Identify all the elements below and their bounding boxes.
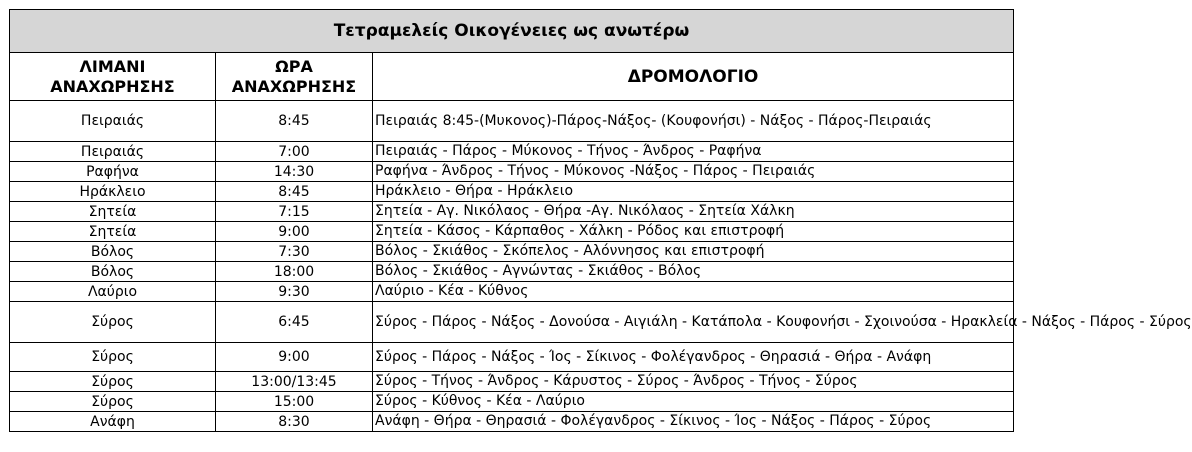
route-cell: Σύρος - Πάρος - Νάξος - Δονούσα - Αιγιάλη - Κατάπολα - Κουφονήσι - Σχοινούσα - Ηρακλεία - Νάξος - Πάρος - Σύρος	[373, 302, 1014, 343]
port-cell: Ηράκλειο	[10, 182, 216, 202]
table-row	[10, 101, 1014, 142]
table-title: Τετραμελείς Οικογένειες ως ανωτέρω	[10, 10, 1014, 53]
time-cell: 7:00	[216, 142, 373, 162]
route-cell: Σητεία - Κάσος - Κάρπαθος - Χάλκη - Ρόδος και επιστροφή	[373, 222, 1014, 242]
route-cell: Σύρος - Τήνος - Άνδρος - Κάρυστος - Σύρος - Άνδρος - Τήνος - Σύρος	[373, 372, 1014, 392]
time-cell: 7:15	[216, 202, 373, 222]
table-row	[10, 142, 1014, 162]
table-row	[10, 282, 1014, 302]
route-cell: Ανάφη - Θήρα - Θηρασιά - Φολέγανδρος - Σίκινος - Ίος - Νάξος - Πάρος - Σύρος	[373, 412, 1014, 432]
time-cell: 6:45	[216, 302, 373, 343]
route-cell: Βόλος - Σκιάθος - Αγνώντας - Σκιάθος - Βόλος	[373, 262, 1014, 282]
route-cell: Λαύριο - Κέα - Κύθνος	[373, 282, 1014, 302]
table-row	[10, 202, 1014, 222]
port-header-line1: ΛΙΜΑΝΙ	[79, 56, 146, 76]
time-cell: 8:45	[216, 182, 373, 202]
port-cell: Σητεία	[10, 222, 216, 242]
route-cell: Ηράκλειο - Θήρα - Ηράκλειο	[373, 182, 1014, 202]
time-cell: 9:30	[216, 282, 373, 302]
time-cell: 15:00	[216, 392, 373, 412]
time-header	[216, 53, 373, 101]
port-cell: Σύρος	[10, 392, 216, 412]
port-cell: Λαύριο	[10, 282, 216, 302]
route-cell: Σύρος - Πάρος - Νάξος - Ίος - Σίκινος - Φολέγανδρος - Θηρασιά - Θήρα - Ανάφη	[373, 343, 1014, 372]
time-cell: 7:30	[216, 242, 373, 262]
port-cell: Σύρος	[10, 302, 216, 343]
table-row	[10, 162, 1014, 182]
time-cell: 8:30	[216, 412, 373, 432]
port-cell: Σύρος	[10, 343, 216, 372]
time-cell: 14:30	[216, 162, 373, 182]
header-row	[10, 53, 1014, 101]
route-cell: Βόλος - Σκιάθος - Σκόπελος - Αλόννησος και επιστροφή	[373, 242, 1014, 262]
time-cell: 18:00	[216, 262, 373, 282]
table-row	[10, 343, 1014, 372]
schedule-table	[9, 9, 1192, 432]
port-cell: Σύρος	[10, 372, 216, 392]
route-cell: Σητεία - Αγ. Νικόλαος - Θήρα -Αγ. Νικόλαος - Σητεία Χάλκη	[373, 202, 1014, 222]
port-header	[10, 53, 216, 101]
time-cell: 13:00/13:45	[216, 372, 373, 392]
time-cell: 9:00	[216, 222, 373, 242]
port-cell: Ανάφη	[10, 412, 216, 432]
port-cell: Σητεία	[10, 202, 216, 222]
port-cell: Βόλος	[10, 242, 216, 262]
route-cell: Πειραιάς 8:45-(Μυκονος)-Πάρος-Νάξος- (Κουφονήσι) - Νάξος - Πάρος-Πειραιάς	[373, 101, 1014, 142]
time-header-line1: ΩΡΑ	[275, 56, 313, 76]
table-row	[10, 262, 1014, 282]
table-row	[10, 372, 1014, 392]
time-cell: 9:00	[216, 343, 373, 372]
route-cell: Ραφήνα - Άνδρος - Τήνος - Μύκονος -Νάξος - Πάρος - Πειραιάς	[373, 162, 1014, 182]
table-row	[10, 412, 1014, 432]
port-cell: Πειραιάς	[10, 142, 216, 162]
port-cell: Ραφήνα	[10, 162, 216, 182]
route-header: ΔΡΟΜΟΛΟΓΙΟ	[373, 53, 1014, 101]
table-row	[10, 302, 1014, 343]
table-row	[10, 392, 1014, 412]
table-row	[10, 182, 1014, 202]
table-row	[10, 242, 1014, 262]
table-row	[10, 222, 1014, 242]
port-cell: Πειραιάς	[10, 101, 216, 142]
route-cell: Σύρος - Κύθνος - Κέα - Λαύριο	[373, 392, 1014, 412]
port-cell: Βόλος	[10, 262, 216, 282]
route-cell: Πειραιάς - Πάρος - Μύκονος - Τήνος - Άνδρος - Ραφήνα	[373, 142, 1014, 162]
time-header-line2: ΑΝΑΧΩΡΗΣΗΣ	[231, 76, 357, 96]
title-row	[10, 10, 1014, 53]
port-header-line2: ΑΝΑΧΩΡΗΣΗΣ	[50, 76, 175, 96]
time-cell: 8:45	[216, 101, 373, 142]
